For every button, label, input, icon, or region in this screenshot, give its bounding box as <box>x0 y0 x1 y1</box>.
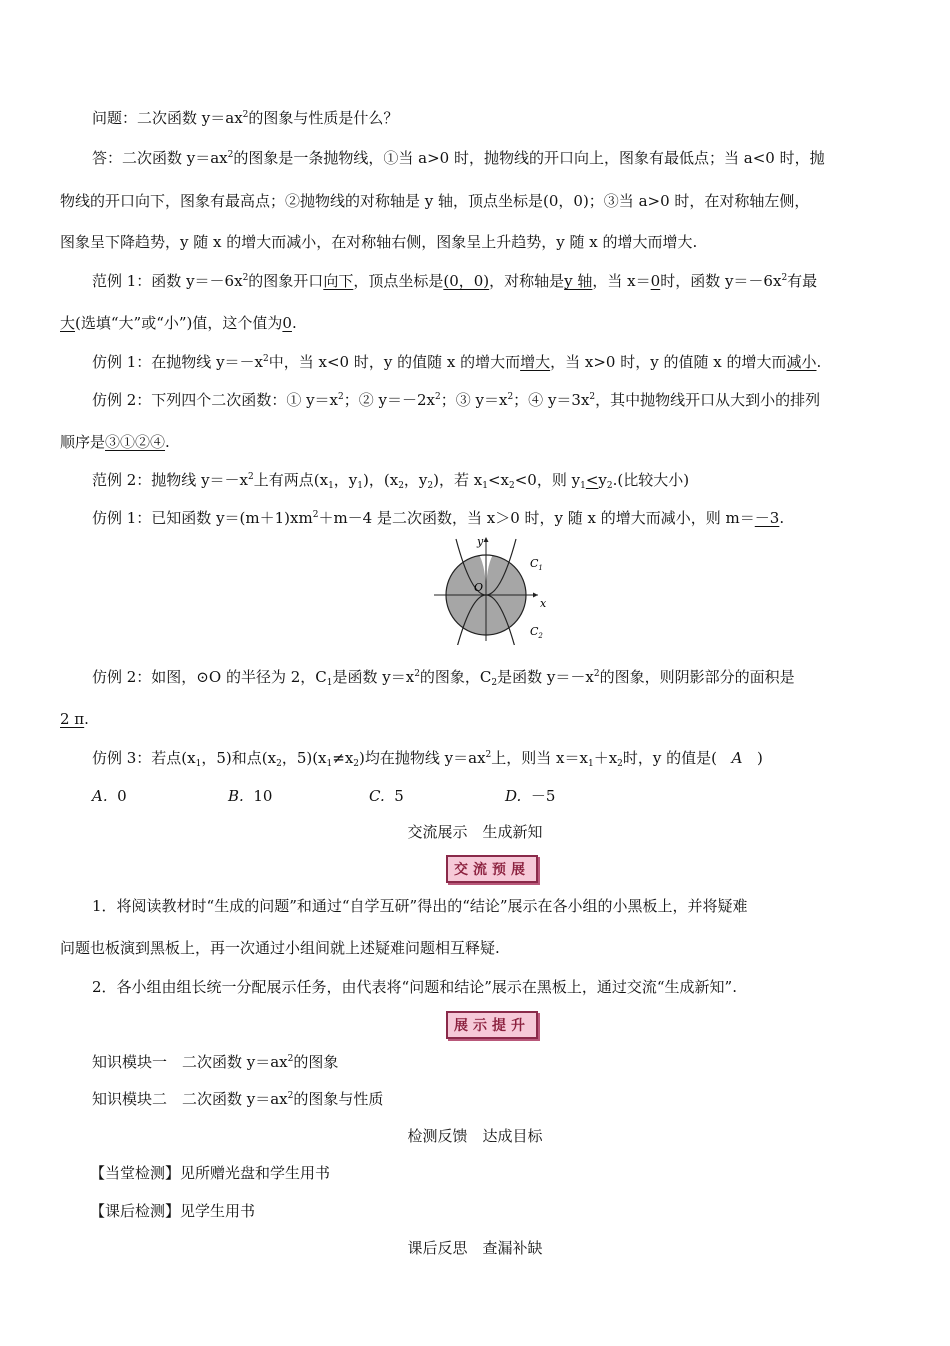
label-y: y <box>477 535 484 548</box>
paragraph-1-line-2: 问题也板演到黑板上，再一次通过小组间就上述疑难问题相互释疑. <box>60 939 500 957</box>
circle-parabola-figure <box>430 533 550 645</box>
example-1-line-1: 范例 1：函数 $y=-6x^2$的图象开口向下，顶点坐标是(0，0)，对称轴是y 轴，当 x＝0时，函数 $y=-6x^2$有最 <box>92 272 818 290</box>
paragraph-1-line-1: 1．将阅读教材时“生成的问题”和通过“自学互研”得出的“结论”展示在各小组的小黑板上，并将疑难 <box>92 897 748 915</box>
answer-blank: －3 <box>754 509 780 527</box>
option-a: A. 0 <box>92 787 127 805</box>
practice-1-line: 仿例 1：在抛物线 $y=-x^2$中，当 x<0 时，y 的值随 x 的增大而增大，当 x>0 时，y 的值随 x 的增大而减小. <box>92 353 822 371</box>
answer-blank: < <box>585 471 599 489</box>
answer-line-3: 图象呈下降趋势，y 随 x 的增大而减小，在对称轴右侧，图象呈上升趋势，y 随 x 的增大而增大. <box>60 233 698 251</box>
badge-jiaoliu-yuzhan: 交流预展 <box>446 855 538 883</box>
paragraph-2: 2．各小组由组长统一分配展示任务，由代表将“问题和结论”展示在黑板上，通过交流“生成新知”. <box>92 978 737 996</box>
classroom-check: 【当堂检测】见所赠光盘和学生用书 <box>90 1164 331 1182</box>
answer-blank: 大 <box>60 314 76 332</box>
section-title-1: 交流展示 生成新知 <box>407 823 543 841</box>
practice-2b-line-1: 仿例 2：如图，⊙O 的半径为 2，$C_1$是函数 $y=x^2$的图象，$C_2$是函数 $y=-x^2$的图象，则阴影部分的面积是 <box>92 668 795 688</box>
practice-2-line-1: 仿例 2：下列四个二次函数：① $y=x^2$；② $y=-2x^2$；③ $y=x^2$；④ $y=3x^2$，其中抛物线开口从大到小的排列 <box>92 391 821 409</box>
knowledge-module-2: 知识模块二 二次函数 $y=ax^2$的图象与性质 <box>92 1090 384 1108</box>
answer-choice: A <box>731 749 743 767</box>
answer-blank: y 轴 <box>564 272 593 290</box>
answer-blank: 2 π <box>60 710 85 728</box>
knowledge-module-1: 知识模块一 二次函数 $y=ax^2$的图象 <box>92 1053 339 1071</box>
after-class-check: 【课后检测】见学生用书 <box>90 1202 256 1220</box>
option-d: D. －5 <box>505 787 556 805</box>
answer-blank: 向下 <box>323 272 354 290</box>
section-title-3: 课后反思 查漏补缺 <box>407 1239 543 1257</box>
answer-blank: 减小 <box>786 353 817 371</box>
answer-blank: ③①②④ <box>105 433 166 451</box>
option-c: C. 5 <box>369 787 404 805</box>
example-2-line: 范例 2：抛物线 $y=-x^2$上有两点($x_1$，$y_1$)，($x_2$，$y_2$)，若 $x_1<x_2<0$，则 $y_1<y_2$.(比较大小) <box>92 471 690 491</box>
example-1-line-2: 大(选填“大”或“小”)值，这个值为0. <box>60 314 297 332</box>
practice-1b-line: 仿例 1：已知函数 $y=(m+1)xm^2+m-4$ 是二次函数，当 x＞0 时，y 随 x 的增大而减小，则 m＝－3. <box>92 509 785 527</box>
answer-line-2: 物线的开口向下，图象有最高点；②抛物线的对称轴是 y 轴，顶点坐标是(0，0)；③当 a>0 时，在对称轴左侧， <box>60 192 810 210</box>
option-b: B. 10 <box>228 787 273 805</box>
practice-3-line: 仿例 3：若点($x_1$，5)和点($x_2$，$5)(x_1\ne x_2)$均在抛物线 $y=ax^2$上，则当 $x=x_1+x_2$时，y 的值是( A ) <box>92 749 763 769</box>
answer-blank: 0 <box>650 272 661 290</box>
label-o: O <box>474 581 484 594</box>
practice-2-line-2: 顺序是③①②④. <box>60 433 170 451</box>
section-title-2: 检测反馈 达成目标 <box>407 1127 543 1145</box>
y-axis-arrow <box>484 537 489 542</box>
x-axis-arrow <box>533 593 538 598</box>
answer-line-1: 答：二次函数 $y=ax^2$的图象是一条抛物线，①当 a>0 时，抛物线的开口向上，图象有最低点；当 a<0 时，抛 <box>92 149 825 167</box>
answer-blank: 0 <box>282 314 292 332</box>
question-label: 问题： <box>92 109 138 127</box>
practice-2b-line-2: 2 π. <box>60 710 89 728</box>
label-x: x <box>540 597 547 610</box>
answer-blank: 增大 <box>520 353 551 371</box>
label-c1: $C_1$ <box>530 557 543 572</box>
answer-blank: (0，0) <box>443 272 490 290</box>
question-line: 问题：二次函数 $y=ax^2$的图象与性质是什么？ <box>92 109 399 127</box>
label-c2: $C_2$ <box>530 625 543 640</box>
badge-zhanshi-tisheng: 展示提升 <box>446 1011 538 1039</box>
